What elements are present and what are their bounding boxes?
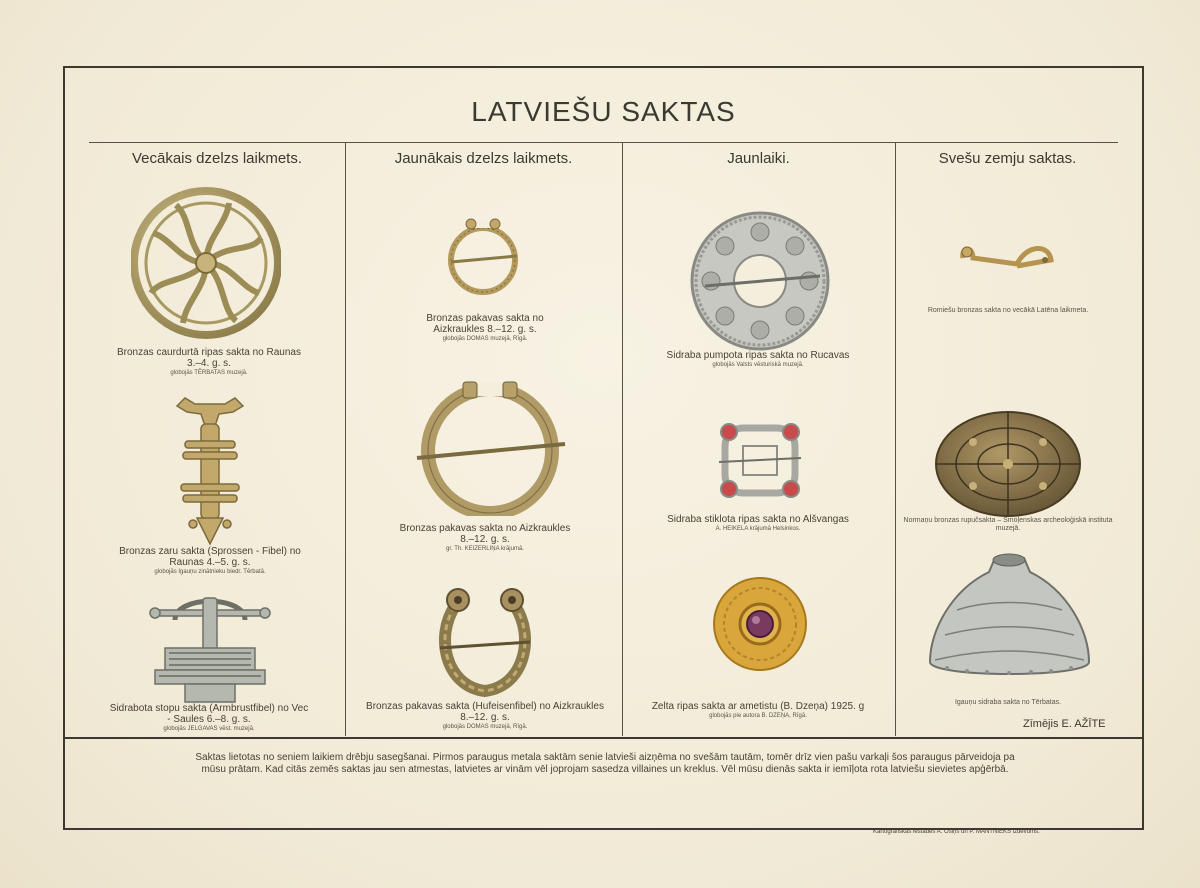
caption-text: Bronzas pakavas sakta no Aizkraukles 8.–12. g. s. bbox=[426, 313, 544, 335]
caption-text: Sidraba pumpota ripas sakta no Rucavas bbox=[666, 350, 850, 361]
column-heading-foreign-brooches: Svešu zemju saktas. bbox=[938, 150, 1077, 167]
caption-source: globojās JELGAVAS vēst. muzejā. bbox=[163, 726, 255, 732]
brooch-caption-5 bbox=[395, 523, 575, 553]
publisher-imprint: Kartografiskās iestādes A. Ošiņš un P. MANTNIEKS izdevums. bbox=[873, 829, 1040, 835]
column-divider-2 bbox=[622, 142, 623, 736]
caption-text: Igauņu sidraba sakta no Tērbatas. bbox=[954, 699, 1062, 706]
brooch-caption-3 bbox=[109, 703, 309, 733]
poster-frame bbox=[63, 66, 1144, 830]
column-heading-modern-times: Jaunlaiki. bbox=[727, 150, 790, 167]
caption-text: Bronzas pakavas sakta (Hufeisenfibel) no Aizkraukles 8.–12. g. s. bbox=[366, 701, 604, 723]
estonian-silver-brooch-icon bbox=[927, 550, 1092, 685]
gold-amethyst-brooch-icon bbox=[710, 574, 810, 674]
brooch-caption-9 bbox=[633, 701, 883, 720]
caption-text: Sidrabota stopu sakta (Armbrustfibel) no Vec - Saules 6.–8. g. s. bbox=[109, 703, 309, 725]
caption-text: Bronzas pakavas sakta no Aizkraukles 8.–12. g. s. bbox=[399, 523, 571, 545]
caption-text: Bronzas caurdurtā ripas sakta no Raunas 3.–4. g. s. bbox=[117, 347, 301, 369]
caption-source: gr. Th. KEIZERLIŅA krājumā. bbox=[446, 546, 524, 552]
glass-set-ring-brooch-icon bbox=[715, 418, 805, 503]
artist-signature: Zīmējis E. AŽĪTE bbox=[1023, 718, 1106, 730]
column-divider-1 bbox=[345, 142, 346, 736]
caption-text: Zelta ripas sakta ar ametistu (B. Dzeņa) 1925. g bbox=[651, 701, 865, 712]
footer-divider bbox=[65, 737, 1142, 739]
openwork-disc-brooch-icon bbox=[131, 183, 281, 343]
brooch-caption-2 bbox=[105, 546, 315, 576]
caption-source: globojās TĒRBATAS muzejā. bbox=[170, 370, 248, 376]
caption-source: globojās DOMAS muzejā, Rīgā. bbox=[442, 724, 528, 730]
column-divider-3 bbox=[895, 142, 896, 736]
poster-description: Saktas lietotas no seniem laikiem drēbju sasegšanai. Pirmos paraugus metala saktām senie latvieši aizņēma no svešām tautām, tomēr drīz vien pašu varkaļi šos paraugus pārveidoja pa mūsu prātam. Kad citās zemēs saktas jau sen atmestas, latvietes ar vinām vēl joprojam sasedza villaines un kreklus. Vēl mūsu dienās sakta ir iemīļota rota latviešu sievietes apģērbā. bbox=[195, 752, 1015, 775]
brooch-caption-6 bbox=[365, 701, 605, 731]
roman-fibula-icon bbox=[957, 238, 1057, 278]
caption-source: globojās DOMAS muzejā, Rīgā. bbox=[442, 336, 528, 342]
header-divider bbox=[89, 142, 1118, 143]
tortoise-brooch-icon bbox=[933, 408, 1083, 520]
brooch-caption-8 bbox=[633, 514, 883, 533]
caption-source: globojās Valsts vēsturiskā muzejā. bbox=[712, 362, 804, 368]
brooch-caption-4 bbox=[405, 313, 565, 343]
caption-text: Bronzas zaru sakta (Sprossen - Fibel) no Raunas 4.–5. g. s. bbox=[119, 546, 301, 568]
brooch-caption-10 bbox=[903, 307, 1113, 315]
branch-brooch-icon bbox=[165, 396, 255, 546]
brooch-caption-1 bbox=[109, 347, 309, 377]
caption-source: globojās Igauņu zinātnieku biedr. Tērbatā. bbox=[154, 569, 266, 575]
caption-source: globojās pie autora B. DZEŅA, Rīgā. bbox=[709, 713, 807, 719]
caption-text: Sidraba stiklota ripas sakta no Alšvangas bbox=[667, 514, 849, 525]
caption-source: A. HEIKELA krājumā Helsinkos. bbox=[715, 526, 801, 532]
column-heading-old-iron-age: Vecākais dzelzs laikmets. bbox=[131, 150, 303, 167]
crossbow-brooch-icon bbox=[145, 590, 275, 705]
penannular-brooch-large-icon bbox=[405, 376, 575, 516]
brooch-caption-11 bbox=[903, 517, 1113, 533]
penannular-brooch-icon bbox=[443, 210, 523, 300]
penannular-brooch-spiral-icon bbox=[430, 586, 540, 701]
silver-disc-brooch-icon bbox=[685, 206, 835, 356]
brooch-caption-12 bbox=[903, 699, 1113, 707]
page-title: LATVIEŠU SAKTAS bbox=[471, 96, 736, 127]
brooch-caption-7 bbox=[633, 350, 883, 369]
caption-text: Romiešu bronzas sakta no vecākā Latēna laikmeta. bbox=[927, 307, 1089, 314]
caption-text: Normaņu bronzas rupučsakta – Smoļenskas archeoloģiskā instituta muzejā. bbox=[903, 517, 1113, 532]
column-heading-late-iron-age: Jaunākais dzelzs laikmets. bbox=[394, 150, 573, 167]
